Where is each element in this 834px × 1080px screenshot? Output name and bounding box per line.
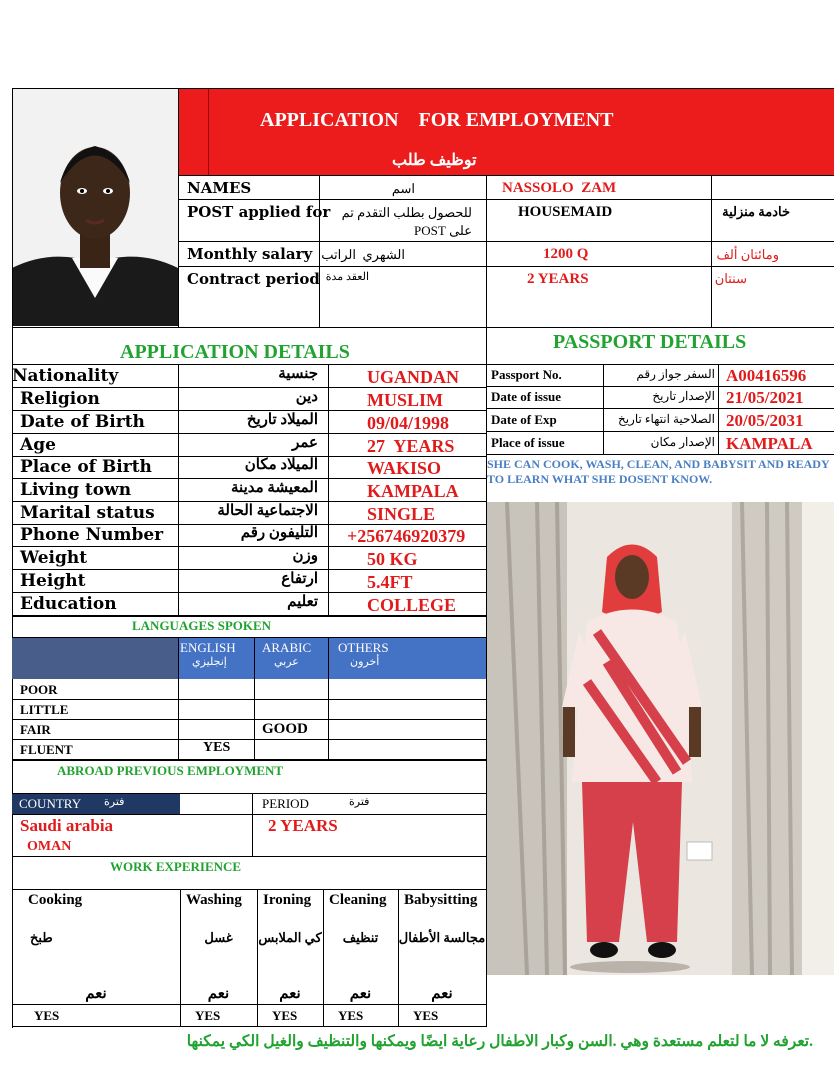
skill-washing-label: Washing (186, 892, 242, 908)
skill-washing-arabic: غسل (204, 930, 233, 945)
country-1: Saudi arabia (20, 816, 114, 835)
passport-date-of-issue-label: Date of issue (491, 389, 562, 404)
age-label-arabic: عمر (292, 435, 318, 451)
skill-cooking-arabic-yes: نعم (85, 986, 107, 1002)
skill-cooking-yes: YES (34, 1008, 60, 1023)
age-value: 27 YEARS (367, 436, 455, 456)
header-banner (179, 88, 834, 175)
names-label-arabic: اسم (391, 181, 415, 196)
passport-date-of-issue-label-arabic: الإصدار تاريخ (652, 389, 715, 403)
passport-passport-no--label-arabic: السفر جواز رقم (636, 367, 715, 381)
period-label: PERIOD (262, 796, 309, 811)
living-town-value: KAMPALA (367, 481, 459, 501)
level-poor: POOR (20, 682, 58, 697)
skill-ironing-arabic-yes: نعم (279, 986, 301, 1002)
contract-value: 2 YEARS (527, 271, 589, 287)
phone-number-value: +256746920379 (347, 526, 466, 546)
header-title-arabic: توظيف طلب (392, 152, 477, 169)
work-experience-heading: WORK EXPERIENCE (110, 859, 242, 874)
date-of-birth-label: Date of Birth (20, 412, 145, 432)
education-label: Education (20, 594, 117, 614)
weight-value: 50 KG (367, 549, 418, 569)
post-label: POST applied for (187, 203, 331, 221)
age-label: Age (20, 435, 56, 455)
names-label: NAMES (187, 179, 252, 197)
religion-label: Religion (20, 389, 100, 409)
religion-label-arabic: دين (295, 389, 318, 405)
salary-value: 1200 Q (543, 246, 589, 262)
skill-cleaning-arabic-yes: نعم (349, 986, 372, 1002)
passport-place-of-issue-label-arabic: الإصدار مكان (650, 435, 715, 449)
height-label-arabic: ارتفاع (281, 571, 318, 587)
lang-col-others: OTHERS (338, 640, 389, 655)
passport-passport-no--value: A00416596 (726, 366, 807, 385)
contract-value-arabic: سنتان (714, 271, 747, 286)
skill-ironing-yes: YES (272, 1008, 298, 1023)
lang-col-others-arabic: أخرون (350, 656, 380, 668)
passport-date-of-exp-label-arabic: الصلاحية انتهاء تاريخ (617, 412, 715, 426)
place-of-birth-value: WAKISO (367, 458, 442, 478)
salary-label: Monthly salary (187, 245, 313, 263)
skill-washing-yes: YES (195, 1008, 221, 1023)
education-value: COLLEGE (367, 595, 457, 615)
country-2: OMAN (27, 839, 72, 854)
salary-label-arabic: الشهري الراتب (321, 247, 405, 262)
abroad-heading: ABROAD PREVIOUS EMPLOYMENT (57, 763, 284, 778)
level-little: LITTLE (20, 702, 69, 717)
names-value: NASSOLO ZAM (502, 180, 617, 196)
post-label-arabic: للحصول بطلب التقدم تم على POST (341, 205, 472, 238)
place-of-birth-label-arabic: الميلاد مكان (244, 457, 318, 473)
fair-arabic-value: GOOD (262, 721, 308, 737)
weight-label: Weight (20, 548, 88, 568)
nationality-label-arabic: جنسية (278, 366, 318, 382)
application-details-heading: APPLICATION DETAILS (120, 341, 350, 363)
passport-date-of-exp-label: Date of Exp (491, 412, 557, 427)
skill-cleaning-label: Cleaning (329, 892, 387, 908)
skill-cooking-arabic: طبخ (30, 930, 53, 945)
skill-ironing-arabic: كي الملابس (258, 930, 322, 945)
religion-value: MUSLIM (367, 390, 443, 410)
passport-note: SHE CAN COOK, WASH, CLEAN, AND BABYSIT AND READY TO LEARN WHAT SHE DOSENT KNOW. (487, 457, 830, 486)
skill-babysitting-label: Babysitting (404, 892, 478, 908)
passport-passport-no--label: Passport No. (491, 367, 562, 382)
marital-status-label-arabic: الاجتماعية الحالة (217, 503, 318, 519)
nationality-label: Nationality (12, 366, 119, 386)
country-label-arabic: فترة (104, 796, 125, 808)
contract-label-arabic: العقد مدة (325, 271, 369, 283)
lang-col-english-arabic: إنجليزي (192, 656, 227, 668)
header-title: APPLICATION FOR EMPLOYMENT (260, 109, 614, 131)
skill-babysitting-arabic: مجالسة الأطفال (398, 930, 486, 945)
marital-status-label: Marital status (20, 503, 155, 523)
skill-washing-arabic-yes: نعم (207, 986, 230, 1002)
passport-place-of-issue-label: Place of issue (491, 435, 565, 450)
passport-details-heading: PASSPORT DETAILS (553, 331, 747, 353)
height-value: 5.4FT (367, 572, 413, 592)
living-town-label: Living town (20, 480, 132, 500)
languages-heading: LANGUAGES SPOKEN (132, 618, 272, 633)
skill-babysitting-arabic-yes: نعم (431, 986, 453, 1002)
period-value: 2 YEARS (268, 816, 338, 835)
country-label: COUNTRY (19, 796, 82, 811)
marital-status-value: SINGLE (367, 504, 436, 524)
post-value: HOUSEMAID (518, 204, 613, 220)
passport-date-of-exp-value: 20/05/2031 (726, 411, 804, 430)
level-fluent: FLUENT (20, 742, 73, 757)
lang-col-arabic: ARABIC (262, 640, 312, 655)
living-town-label-arabic: المعيشة مدينة (231, 480, 318, 496)
footer-arabic-text: .تعرفه لا ما لتعلم مستعدة وهي .السن وكبار الأطفال رعاية أيضًا ويمكنها والتنظيف والغيل الكي يمكنها (186, 1034, 813, 1050)
contract-label: Contract period (187, 270, 320, 288)
phone-number-label-arabic: التليفون رقم (240, 525, 318, 541)
portrait-photo (12, 88, 178, 326)
place-of-birth-label: Place of Birth (20, 457, 152, 477)
skill-cooking-label: Cooking (28, 892, 83, 908)
phone-number-label: Phone Number (20, 525, 164, 545)
skill-cleaning-yes: YES (338, 1008, 364, 1023)
fluent-english-value: YES (203, 740, 231, 755)
lang-col-english: ENGLISH (180, 640, 236, 655)
full-body-photo (487, 502, 834, 975)
nationality-value: UGANDAN (367, 367, 459, 387)
height-label: Height (20, 571, 86, 591)
period-label-arabic: فترة (349, 796, 370, 808)
salary-value-arabic: ومائتان ألف (716, 247, 779, 262)
weight-label-arabic: وزن (292, 548, 318, 564)
education-label-arabic: تعليم (287, 594, 318, 610)
skill-cleaning-arabic: تنظيف (342, 930, 379, 945)
level-fair: FAIR (20, 722, 51, 737)
lang-col-arabic-arabic: عربي (274, 656, 299, 668)
passport-place-of-issue-value: KAMPALA (726, 434, 813, 453)
date-of-birth-label-arabic: الميلاد تاريخ (246, 412, 318, 428)
passport-date-of-issue-value: 21/05/2021 (726, 388, 804, 407)
skill-ironing-label: Ironing (263, 892, 312, 908)
date-of-birth-value: 09/04/1998 (367, 413, 450, 433)
skill-babysitting-yes: YES (413, 1008, 439, 1023)
post-value-arabic: خادمة منزلية (722, 204, 790, 219)
